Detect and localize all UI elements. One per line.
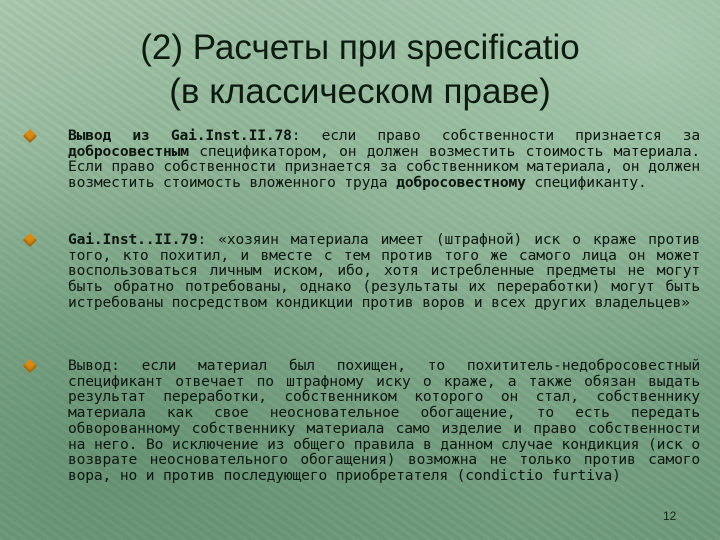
bullet-text-2 (68, 232, 700, 311)
bullet-list (20, 128, 700, 484)
bullet-item-1 (20, 128, 700, 232)
bullet-text-1 (68, 128, 700, 191)
emphasis-good-faith: добросовестным (68, 142, 189, 160)
page-number: 12 (663, 509, 677, 523)
text-segment: спецификанту. (525, 174, 647, 192)
citation-gai-ii-78: Вывод из Gai.Inst.II.78 (68, 127, 292, 144)
text-segment: Вывод: если материал был похищен, то похититель-недобросовестный спецификант отвечает по штрафному иску о краже, а также обязан выдать результат переработки, собственником которого он стал, собственнику материала как свое неосновательное обогащение, то есть передать обворованному собственнику материала само изделие и право собственности на него. Во исключение из общего правила в данном случае кондикция (иск о возврате неосновательного обогащения) возможна не только против самого вора, но и против последующего приобретателя (condictio furtiva) (68, 357, 700, 484)
diamond-bullet-icon (23, 233, 37, 247)
text-segment: спецификатором, он должен возместить стоимость материала. Если право собственности признается за собственником материала, он должен возместить стоимость вложенного труда (68, 142, 700, 192)
text-segment: : «хозяин материала имеет (штрафной) иск о краже против того, кто похитил, и вместе с тем против того же самого лица он может воспользоваться личным иском, ибо, хотя истребленные предметы не могут быть обратно потребованы, однако (результаты их переработки) могут быть истребованы посредством кондикции против воров и всех других владельцев» (68, 231, 700, 311)
bullet-item-3 (20, 358, 700, 484)
diamond-bullet-icon (23, 359, 37, 373)
bullet-text-3 (68, 358, 700, 484)
diamond-bullet-icon (23, 129, 37, 143)
bullet-item-2 (20, 232, 700, 358)
slide-title (60, 26, 660, 114)
emphasis-good-faith: добросовестному (396, 174, 526, 192)
text-segment: : если право собственности признается за (291, 127, 700, 144)
slide-title-line-1: (2) Расчеты при specificatio (140, 28, 580, 67)
slide-title-line-2: (в классическом праве) (169, 72, 551, 111)
citation-gai-ii-79: Gai.Inst..II.79 (68, 231, 198, 248)
